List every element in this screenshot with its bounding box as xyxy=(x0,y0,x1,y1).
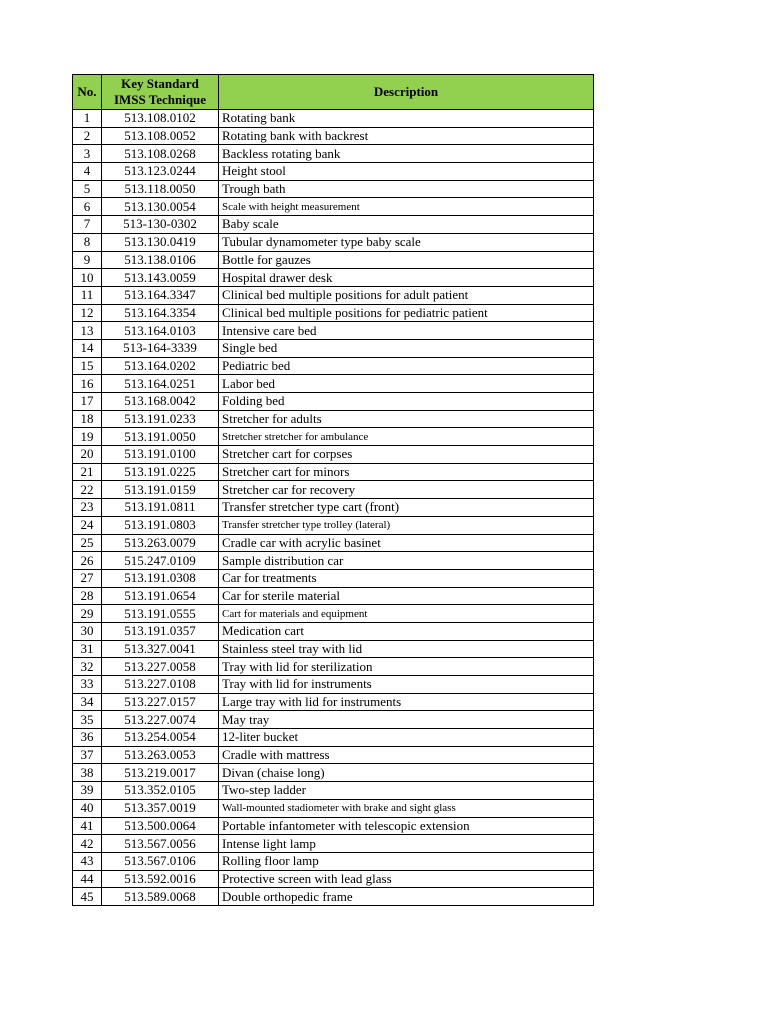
row-number: 17 xyxy=(73,393,102,411)
table-row xyxy=(73,640,594,658)
row-description: Transfer stretcher type cart (front) xyxy=(219,499,594,517)
row-description: Cradle with mattress xyxy=(219,746,594,764)
row-key-code: 513.191.0555 xyxy=(102,605,219,623)
table-row xyxy=(73,481,594,499)
row-key-code: 513.164.3347 xyxy=(102,286,219,304)
table-row xyxy=(73,304,594,322)
row-key-code: 513.254.0054 xyxy=(102,729,219,747)
row-description: Backless rotating bank xyxy=(219,145,594,163)
row-key-code: 513.191.0225 xyxy=(102,463,219,481)
table-row xyxy=(73,198,594,216)
row-description: Car for treatments xyxy=(219,569,594,587)
table-row xyxy=(73,322,594,340)
row-description: Medication cart xyxy=(219,622,594,640)
row-key-code: 513.191.0100 xyxy=(102,446,219,464)
row-key-code: 513-130-0302 xyxy=(102,216,219,234)
table-row xyxy=(73,569,594,587)
table-row xyxy=(73,499,594,517)
row-number: 34 xyxy=(73,693,102,711)
row-description: Portable infantometer with telescopic extension xyxy=(219,817,594,835)
row-number: 14 xyxy=(73,339,102,357)
row-description: Tray with lid for sterilization xyxy=(219,658,594,676)
row-number: 18 xyxy=(73,410,102,428)
table-row xyxy=(73,269,594,287)
row-number: 43 xyxy=(73,852,102,870)
row-description: Hospital drawer desk xyxy=(219,269,594,287)
row-key-code: 513.123.0244 xyxy=(102,163,219,181)
table-row xyxy=(73,888,594,906)
table-row xyxy=(73,764,594,782)
table-row xyxy=(73,852,594,870)
row-description: Cradle car with acrylic basinet xyxy=(219,534,594,552)
row-description: Rotating bank with backrest xyxy=(219,127,594,145)
row-key-code: 513.263.0079 xyxy=(102,534,219,552)
row-number: 20 xyxy=(73,446,102,464)
row-number: 25 xyxy=(73,534,102,552)
row-description: Single bed xyxy=(219,339,594,357)
table-row xyxy=(73,516,594,534)
row-number: 21 xyxy=(73,463,102,481)
table-row xyxy=(73,216,594,234)
row-key-code: 513.227.0157 xyxy=(102,693,219,711)
row-number: 28 xyxy=(73,587,102,605)
row-description: Intensive care bed xyxy=(219,322,594,340)
row-key-code: 513.108.0052 xyxy=(102,127,219,145)
row-number: 32 xyxy=(73,658,102,676)
row-key-code: 513.191.0308 xyxy=(102,569,219,587)
row-key-code: 513.191.0357 xyxy=(102,622,219,640)
table-row xyxy=(73,286,594,304)
row-number: 27 xyxy=(73,569,102,587)
header-description: Description xyxy=(219,75,594,110)
row-number: 41 xyxy=(73,817,102,835)
row-key-code: 513.164.0251 xyxy=(102,375,219,393)
row-number: 42 xyxy=(73,835,102,853)
table-row xyxy=(73,817,594,835)
row-description: Scale with height measurement xyxy=(219,198,594,216)
row-key-code: 513.263.0053 xyxy=(102,746,219,764)
row-key-code: 513.500.0064 xyxy=(102,817,219,835)
row-key-code: 513.352.0105 xyxy=(102,782,219,800)
row-key-code: 513.567.0106 xyxy=(102,852,219,870)
row-description: 12-liter bucket xyxy=(219,729,594,747)
row-description: Stretcher car for recovery xyxy=(219,481,594,499)
row-description: Wall-mounted stadiometer with brake and sight glass xyxy=(219,799,594,817)
row-key-code: 513.191.0233 xyxy=(102,410,219,428)
row-description: Bottle for gauzes xyxy=(219,251,594,269)
row-key-code: 513.138.0106 xyxy=(102,251,219,269)
row-number: 6 xyxy=(73,198,102,216)
table-row xyxy=(73,428,594,446)
row-key-code: 513.227.0058 xyxy=(102,658,219,676)
table-row xyxy=(73,251,594,269)
row-key-code: 513.327.0041 xyxy=(102,640,219,658)
row-number: 40 xyxy=(73,799,102,817)
row-description: Two-step ladder xyxy=(219,782,594,800)
row-description: Tubular dynamometer type baby scale xyxy=(219,233,594,251)
row-key-code: 513.191.0159 xyxy=(102,481,219,499)
table-row xyxy=(73,163,594,181)
row-number: 24 xyxy=(73,516,102,534)
row-description: Stretcher cart for corpses xyxy=(219,446,594,464)
row-key-code: 513.191.0654 xyxy=(102,587,219,605)
row-number: 15 xyxy=(73,357,102,375)
row-key-code: 513.219.0017 xyxy=(102,764,219,782)
table-row xyxy=(73,676,594,694)
row-number: 1 xyxy=(73,110,102,128)
row-number: 22 xyxy=(73,481,102,499)
table-row xyxy=(73,782,594,800)
row-key-code: 513.191.0050 xyxy=(102,428,219,446)
row-key-code: 513-164-3339 xyxy=(102,339,219,357)
row-number: 16 xyxy=(73,375,102,393)
table-row xyxy=(73,605,594,623)
row-key-code: 513.357.0019 xyxy=(102,799,219,817)
row-description: Divan (chaise long) xyxy=(219,764,594,782)
table-row xyxy=(73,463,594,481)
header-key xyxy=(102,75,219,110)
row-description: Transfer stretcher type trolley (lateral) xyxy=(219,516,594,534)
row-description: Sample distribution car xyxy=(219,552,594,570)
row-key-code: 515.247.0109 xyxy=(102,552,219,570)
row-key-code: 513.191.0811 xyxy=(102,499,219,517)
table-row xyxy=(73,446,594,464)
row-number: 30 xyxy=(73,622,102,640)
row-number: 33 xyxy=(73,676,102,694)
row-number: 13 xyxy=(73,322,102,340)
row-description: Car for sterile material xyxy=(219,587,594,605)
row-description: Clinical bed multiple positions for pediatric patient xyxy=(219,304,594,322)
row-key-code: 513.164.0103 xyxy=(102,322,219,340)
table-row xyxy=(73,339,594,357)
row-key-code: 513.592.0016 xyxy=(102,870,219,888)
row-description: Baby scale xyxy=(219,216,594,234)
row-key-code: 513.130.0054 xyxy=(102,198,219,216)
table-row xyxy=(73,145,594,163)
row-description: Stretcher for adults xyxy=(219,410,594,428)
table-row xyxy=(73,233,594,251)
row-number: 37 xyxy=(73,746,102,764)
row-description: Rolling floor lamp xyxy=(219,852,594,870)
row-number: 4 xyxy=(73,163,102,181)
row-key-code: 513.227.0074 xyxy=(102,711,219,729)
row-description: Double orthopedic frame xyxy=(219,888,594,906)
row-number: 26 xyxy=(73,552,102,570)
row-key-code: 513.567.0056 xyxy=(102,835,219,853)
header-key-line2: IMSS Technique xyxy=(113,92,207,107)
header-no: No. xyxy=(73,75,102,110)
row-key-code: 513.191.0803 xyxy=(102,516,219,534)
row-number: 38 xyxy=(73,764,102,782)
row-description: Cart for materials and equipment xyxy=(219,605,594,623)
row-description: Folding bed xyxy=(219,393,594,411)
row-number: 8 xyxy=(73,233,102,251)
table-row xyxy=(73,110,594,128)
table-row xyxy=(73,587,594,605)
row-description: Large tray with lid for instruments xyxy=(219,693,594,711)
row-description: Labor bed xyxy=(219,375,594,393)
row-description: Intense light lamp xyxy=(219,835,594,853)
row-description: Clinical bed multiple positions for adult patient xyxy=(219,286,594,304)
row-key-code: 513.164.3354 xyxy=(102,304,219,322)
row-key-code: 513.164.0202 xyxy=(102,357,219,375)
row-key-code: 513.108.0102 xyxy=(102,110,219,128)
row-description: Stretcher stretcher for ambulance xyxy=(219,428,594,446)
row-description: Rotating bank xyxy=(219,110,594,128)
table-row xyxy=(73,534,594,552)
row-number: 36 xyxy=(73,729,102,747)
table-row xyxy=(73,622,594,640)
row-number: 23 xyxy=(73,499,102,517)
table-row xyxy=(73,180,594,198)
row-number: 7 xyxy=(73,216,102,234)
row-number: 11 xyxy=(73,286,102,304)
row-key-code: 513.108.0268 xyxy=(102,145,219,163)
table-row xyxy=(73,658,594,676)
header-key-line1: Key Standard xyxy=(121,76,199,91)
row-key-code: 513.168.0042 xyxy=(102,393,219,411)
table-row xyxy=(73,357,594,375)
row-description: Trough bath xyxy=(219,180,594,198)
row-number: 10 xyxy=(73,269,102,287)
table-row xyxy=(73,799,594,817)
table-row xyxy=(73,693,594,711)
row-number: 3 xyxy=(73,145,102,163)
row-description: Height stool xyxy=(219,163,594,181)
table-row xyxy=(73,552,594,570)
header-row xyxy=(73,75,594,110)
row-description: Stainless steel tray with lid xyxy=(219,640,594,658)
table-row xyxy=(73,870,594,888)
row-number: 5 xyxy=(73,180,102,198)
row-key-code: 513.589.0068 xyxy=(102,888,219,906)
equipment-table xyxy=(72,74,594,906)
table-row xyxy=(73,410,594,428)
table-row xyxy=(73,729,594,747)
row-description: Stretcher cart for minors xyxy=(219,463,594,481)
table-row xyxy=(73,375,594,393)
row-key-code: 513.227.0108 xyxy=(102,676,219,694)
table-row xyxy=(73,746,594,764)
row-description: May tray xyxy=(219,711,594,729)
table-row xyxy=(73,835,594,853)
row-number: 44 xyxy=(73,870,102,888)
row-number: 29 xyxy=(73,605,102,623)
row-number: 9 xyxy=(73,251,102,269)
row-description: Pediatric bed xyxy=(219,357,594,375)
row-number: 19 xyxy=(73,428,102,446)
row-number: 31 xyxy=(73,640,102,658)
row-key-code: 513.143.0059 xyxy=(102,269,219,287)
row-number: 2 xyxy=(73,127,102,145)
table-body xyxy=(73,110,594,906)
row-description: Protective screen with lead glass xyxy=(219,870,594,888)
table-row xyxy=(73,711,594,729)
row-key-code: 513.130.0419 xyxy=(102,233,219,251)
row-number: 45 xyxy=(73,888,102,906)
table-row xyxy=(73,393,594,411)
row-description: Tray with lid for instruments xyxy=(219,676,594,694)
table-header xyxy=(73,75,594,110)
row-number: 35 xyxy=(73,711,102,729)
row-number: 39 xyxy=(73,782,102,800)
row-number: 12 xyxy=(73,304,102,322)
table-row xyxy=(73,127,594,145)
row-key-code: 513.118.0050 xyxy=(102,180,219,198)
